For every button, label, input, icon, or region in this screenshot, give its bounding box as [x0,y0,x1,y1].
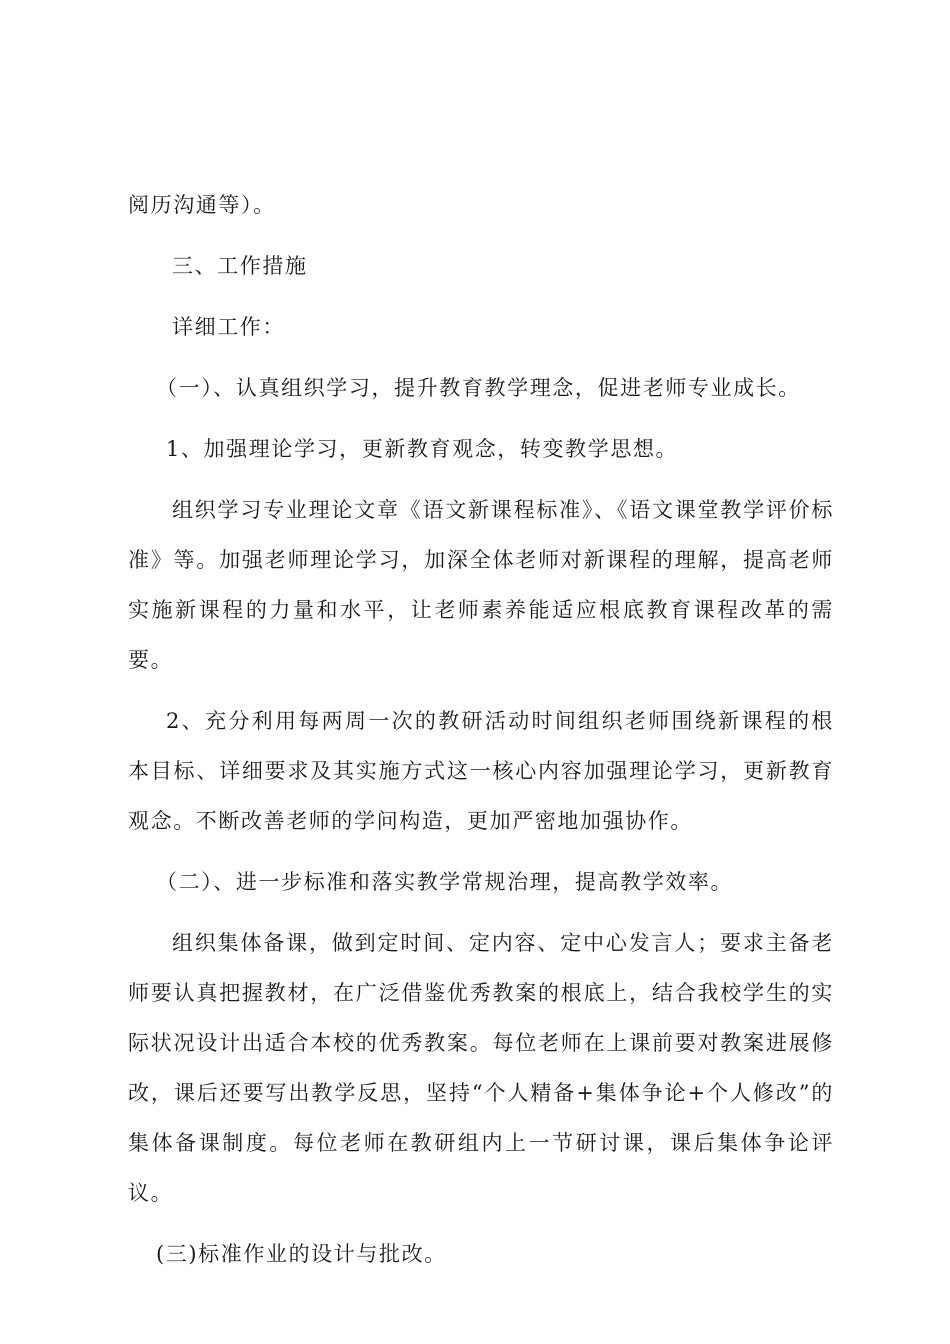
item-heading-1: （一）、认真组织学习，提升教育教学理念，促进老师专业成长。 [156,376,801,400]
item-heading-2: （二）、进一步标准和落实教学常规治理，提高教学效率。 [156,870,734,894]
body-paragraph: 组织集体备课，做到定时间、定内容、定中心发言人；要求主备老师要认真把握教材，在广泛借鉴优秀教案的根底上，结合我校学生的实际状况设计出适合本校的优秀教案。每位老师在上课前要对教案进展修改，课后还要写出教学反思，坚持“个人精备+集体争论+个人修改”的集体备课制度。每位老师在教研组内上一节研讨课，课后集体争论评议。 [128,931,834,1205]
paragraph-continuation: 阅历沟通等）。 [128,193,276,217]
subheading: 详细工作： [172,315,285,339]
point-heading-1: 1、加强理论学习，更新教育观念，转变教学思想。 [166,437,679,461]
body-paragraph: 组织学习专业理论文章《语文新课程标准》、《语文课堂教学评价标准》等。加强老师理论学习，加深全体老师对新课程的理解，提高老师实施新课程的力量和水平，让老师素养能适应根底教育课程改革的需要。 [128,498,834,672]
section-heading: 三、工作措施 [172,254,308,278]
document-body [128,180,834,1290]
item-heading-3: (三)标准作业的设计与批改。 [156,1242,447,1266]
point-paragraph-2: 2、充分利用每两周一次的教研活动时间组织老师围绕新课程的根本目标、详细要求及其实施方式这一核心内容加强理论学习，更新教育观念。不断改善老师的学问构造，更加严密地加强协作。 [128,709,834,833]
